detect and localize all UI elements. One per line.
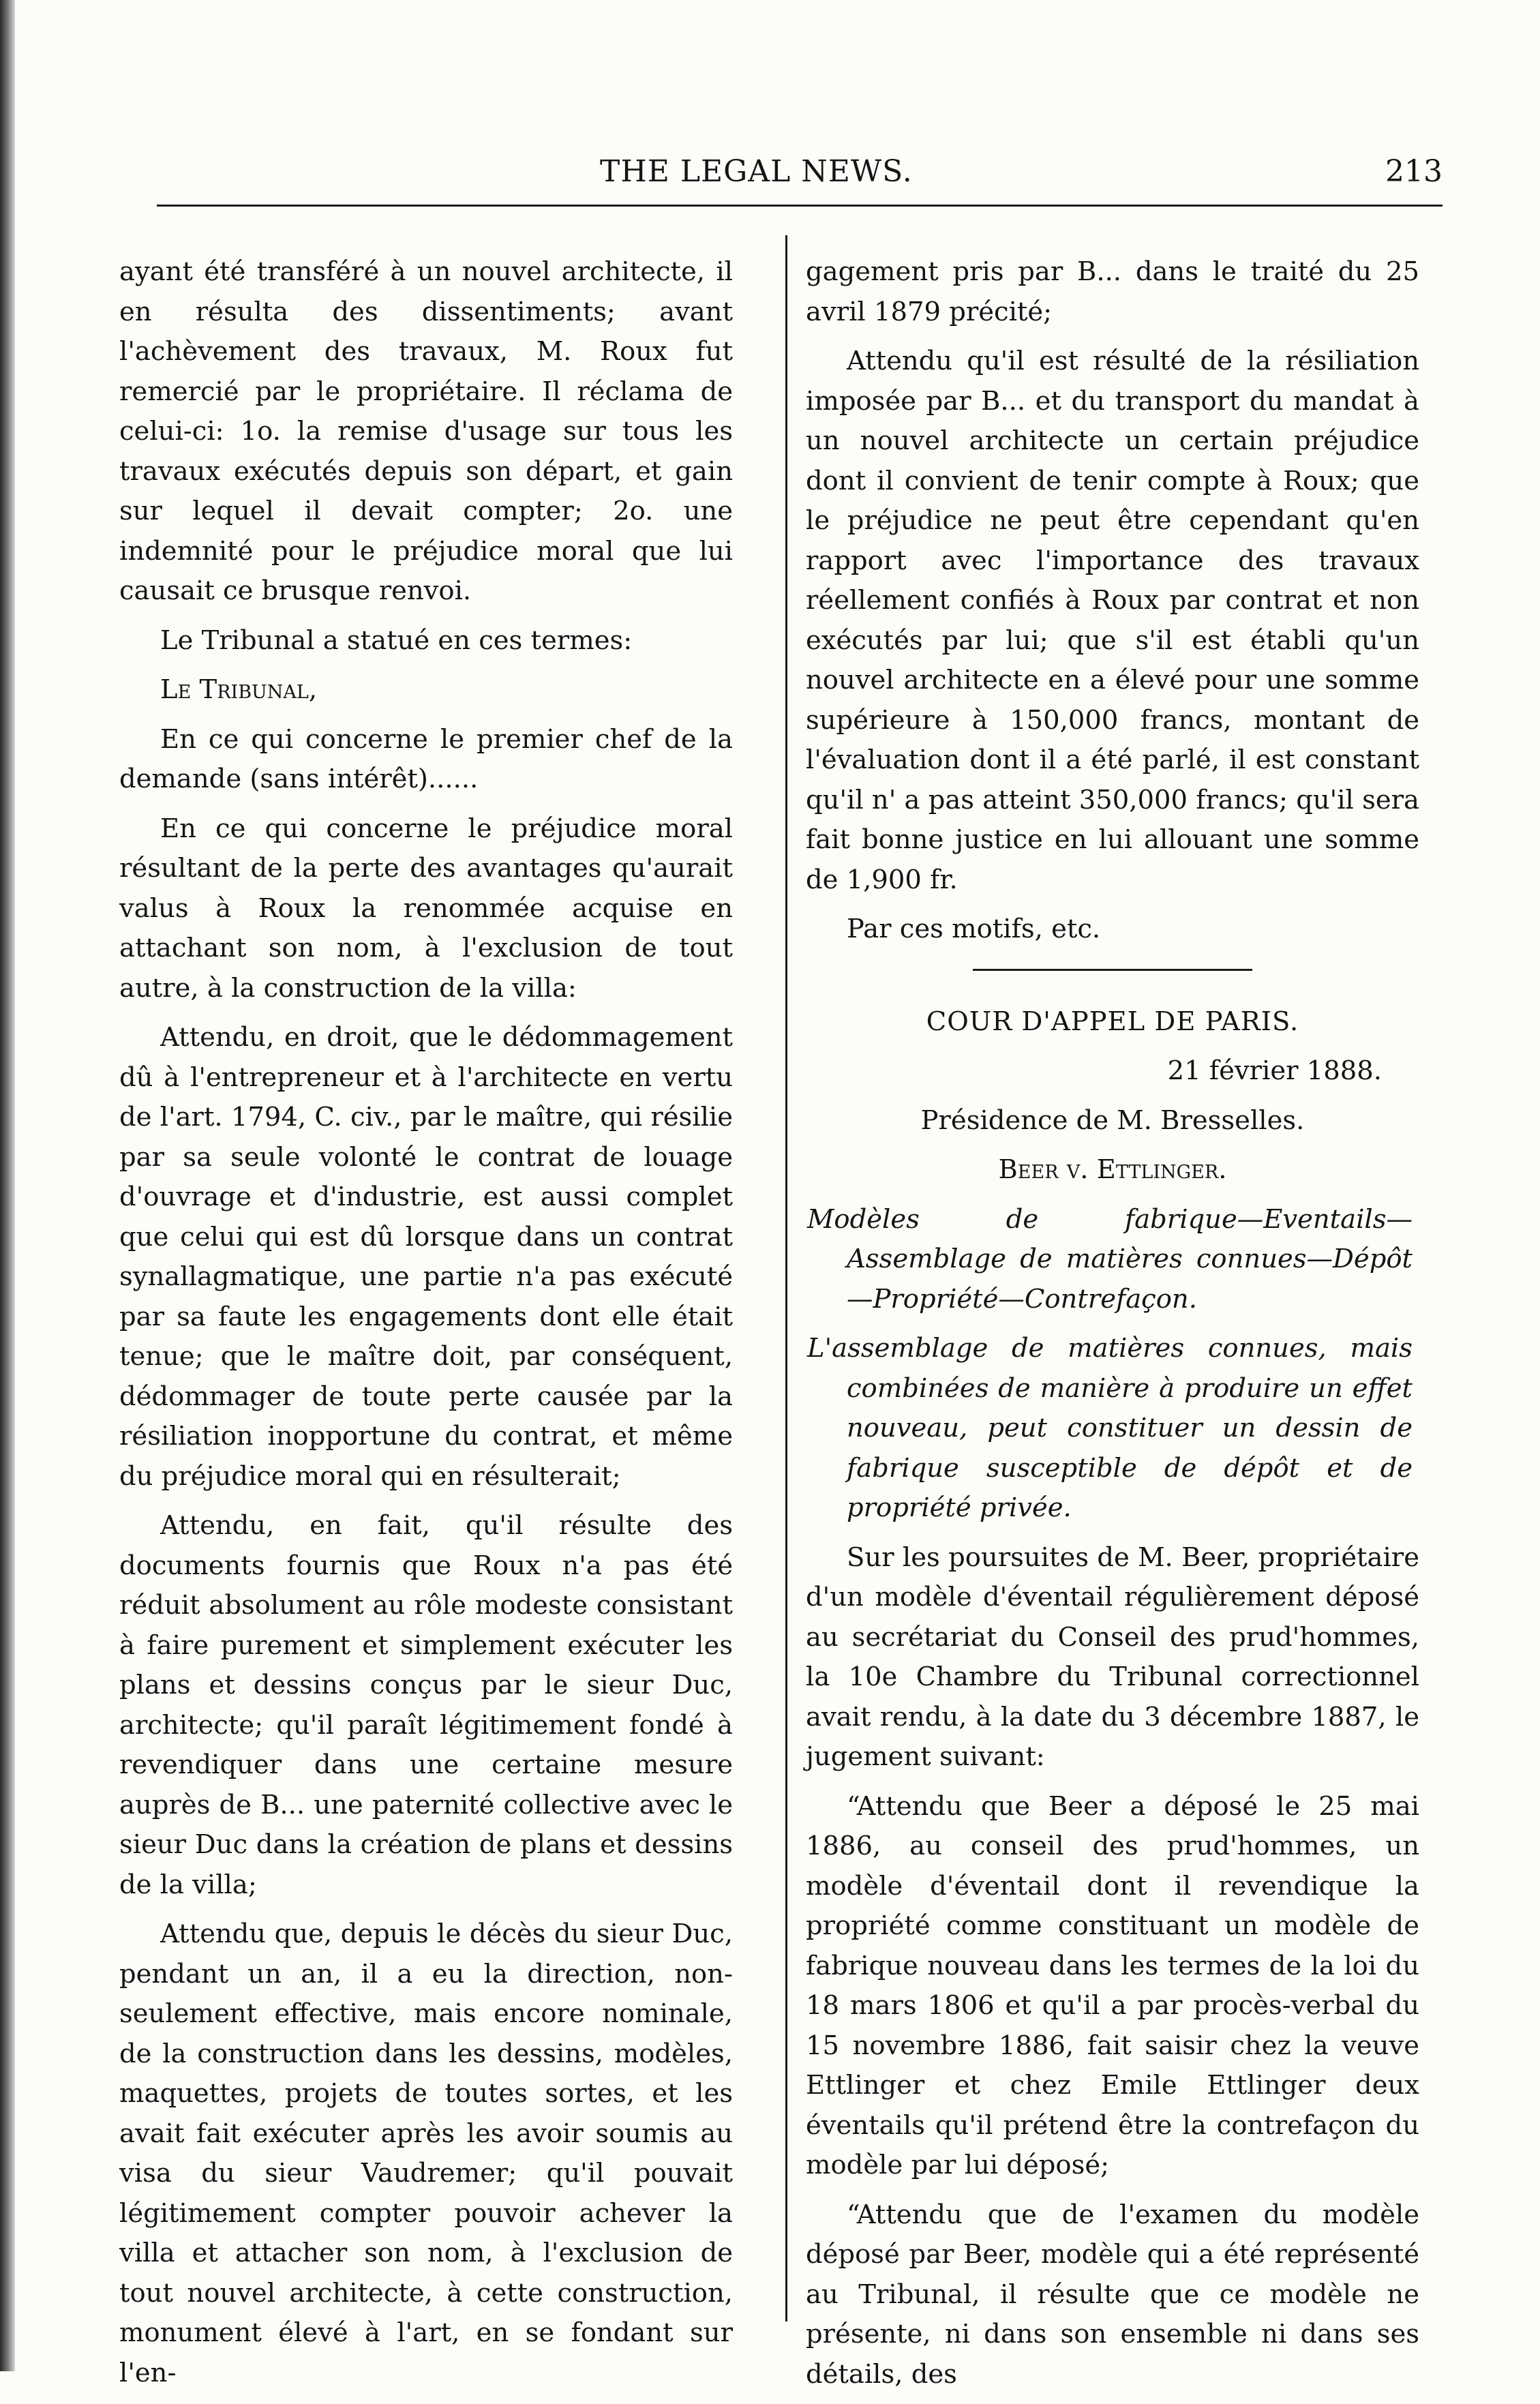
court-heading: COUR D'APPEL DE PARIS. xyxy=(926,1006,1299,1037)
header-rule xyxy=(157,205,1443,207)
paragraph: En ce qui concerne le préjudice moral résultant de la perte des avantages qu'aurait valus à Roux la renommée acquise en attachant son nom, à l'exclusion de tout autre, à la construction de la villa: xyxy=(119,813,733,1004)
headnote-summary: L'assemblage de matières connues, mais combinées de manière à produire un effet nouveau, peut constituer un dessin de fabrique susceptible de dépôt et de propriété privée. xyxy=(807,1333,1413,1523)
section-rule xyxy=(973,969,1252,971)
left-column xyxy=(119,252,733,2403)
page-number: 213 xyxy=(1385,154,1443,189)
running-title: THE LEGAL NEWS. xyxy=(600,154,913,189)
right-column xyxy=(806,252,1419,2404)
paragraph: Attendu qu'il est résulté de la résiliation imposée par B... et du transport du mandat à un nouvel architecte un certain préjudice dont il convient de tenir compte à Roux; que le préjudice ne peut être cependant qu'en rapport avec l'importance des travaux réellement confiés à Roux par contrat et non exécutés par lui; que s'il est établi qu'un nouvel architecte en a élevé pour une somme supérieure à 150,000 francs, montant de l'évaluation dont il a été parlé, il est constant qu'il n' a pas atteint 350,000 francs; qu'il sera fait bonne justice en lui allouant une somme de 1,900 fr. xyxy=(806,346,1419,895)
presidence-line: Présidence de M. Bresselles. xyxy=(920,1105,1305,1136)
column-divider xyxy=(785,235,787,2322)
paragraph: ayant été transféré à un nouvel architecte, il en résulta des dissentiments; avant l'achèvement des travaux, M. Roux fut remercié par le propriétaire. Il réclama de celui-ci: 1o. la remise d'usage sur tous les travaux exécutés depuis son départ, et gain sur lequel il devait compter; 2o. une indemnité pour le préjudice moral que lui causait ce brusque renvoi. xyxy=(119,256,733,606)
paragraph: Attendu, en droit, que le dédommagement dû à l'entrepreneur et à l'architecte en vertu de l'art. 1794, C. civ., par le maître, qui résilie par sa seule volonté le contrat de louage d'ouvrage et d'industrie, est aussi complet que celui qui est dû lorsque dans un contrat synallagmatique, une partie n'a pas exécuté par sa faute les engagements dont elle était tenue; que le maître doit, par conséquent, dédommager de toute perte causée par la résiliation inopportune du contrat, et même du préjudice moral qui en résulterait; xyxy=(119,1022,733,1492)
tribunal-heading: Le Tribunal, xyxy=(160,674,318,705)
paragraph: “Attendu que de l'examen du modèle déposé par Beer, modèle qui a été représenté au Tribunal, il résulte que ce modèle ne présente, ni dans son ensemble ni dans ses détails, des xyxy=(806,2199,1419,2390)
paragraph: gagement pris par B... dans le traité du 25 avril 1879 précité; xyxy=(806,256,1419,327)
scanned-page-edge xyxy=(0,0,15,2371)
paragraph: En ce qui concerne le premier chef de la demande (sans intérêt)...... xyxy=(119,723,733,794)
paragraph: “Attendu que Beer a déposé le 25 mai 1886, au conseil des prud'hommes, un modèle d'éventail dont il revendique la propriété comme constituant un modèle de fabrique nouveau dans les termes de la loi du 18 mars 1806 et qu'il a par procès-verbal du 15 novembre 1886, fait saisir chez la veuve Ettlinger et chez Emile Ettlinger deux éventails qu'il prétend être la contrefaçon du modèle par lui déposé; xyxy=(806,1790,1419,2180)
paragraph: Par ces motifs, etc. xyxy=(847,914,1101,944)
decision-date: 21 février 1888. xyxy=(1167,1055,1382,1086)
case-parties: Beer v. Ettlinger. xyxy=(998,1154,1227,1185)
paragraph: Sur les poursuites de M. Beer, propriétaire d'un modèle d'éventail régulièrement déposé au secrétariat du Conseil des prud'hommes, la 10e Chambre du Tribunal correctionnel avait rendu, à la date du 3 décembre 1887, le jugement suivant: xyxy=(806,1542,1419,1772)
paragraph: Le Tribunal a statué en ces termes: xyxy=(160,625,633,656)
page-header xyxy=(157,154,1443,202)
headnote-keywords: Modèles de fabrique—Eventails—Assemblage de matières connues—Dépôt—Propriété—Contrefaçon. xyxy=(807,1203,1413,1314)
paragraph: Attendu que, depuis le décès du sieur Duc, pendant un an, il a eu la direction, non-seulement effective, mais encore nominale, de la construction dans les dessins, modèles, maquettes, projets de toutes sortes, et les avait fait exécuter après les avoir soumis au visa du sieur Vaudremer; qu'il pouvait légitimement compter pouvoir achever la villa et attacher son nom, à l'exclusion de tout nouvel architecte, à cette construction, monument élevé à l'art, en se fondant sur l'en- xyxy=(119,1919,733,2388)
paragraph: Attendu, en fait, qu'il résulte des documents fournis que Roux n'a pas été réduit absolument au rôle modeste consistant à faire purement et simplement exécuter les plans et dessins conçus par le sieur Duc, architecte; qu'il paraît légitimement fondé à revendiquer dans une certaine mesure auprès de B... une paternité collective avec le sieur Duc dans la création de plans et dessins de la villa; xyxy=(119,1510,733,1900)
